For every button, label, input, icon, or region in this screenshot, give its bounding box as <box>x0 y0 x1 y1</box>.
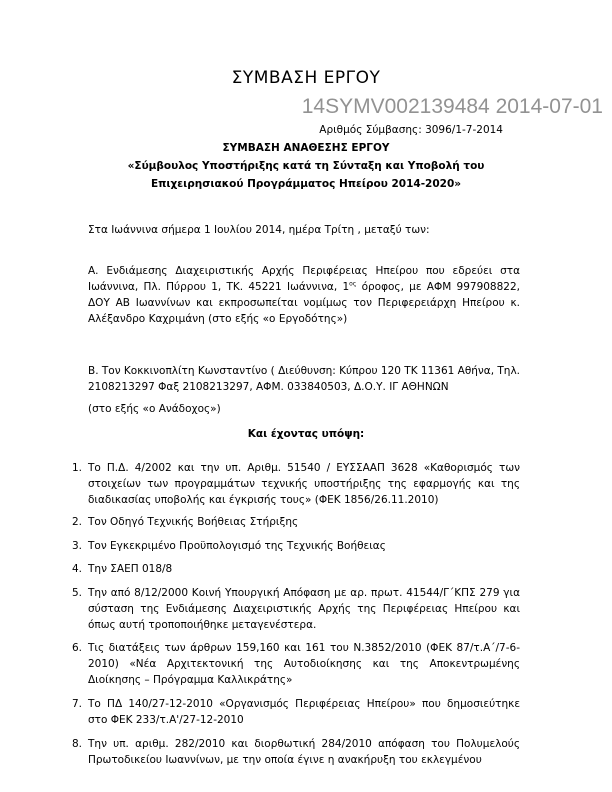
item-text: Το ΠΔ 140/27-12-2010 «Οργανισμός Περιφέρειας Ηπείρου» που δημοσιεύτηκε στο ΦΕΚ 233/τ.Α'/27-12-2010 <box>88 698 520 726</box>
party-a-text-cont: όροφος, με ΑΦΜ 997908822, ΔΟΥ ΑΒ Ιωαννίνων και εκπροσωπείται νομίμως τον Περιφερειάρχη Ηπείρου κ. Αλέξανδρο Καχριμάνη (στο εξής «ο Εργοδότης») <box>88 281 520 325</box>
contract-number: Αριθμός Σύμβασης: 3096/1-7-2014 <box>319 124 503 136</box>
considering-heading: Και έχοντας υπόψη: <box>247 428 365 440</box>
watermark-stamp: 14SYMV002139484 2014-07-01 <box>301 95 603 118</box>
list-item <box>72 736 520 768</box>
item-number: 7. <box>72 698 83 710</box>
item-text: Το Π.Δ. 4/2002 και την υπ. Αριθμ. 51540 / ΕΥΣΣΑΑΠ 3628 «Καθορισμός των στοιχείων των προγραμμάτων τεχνικής υποστήριξης της εφαρμογής και της διαδικασίας υποβολής και έγκρισής τους» (ΦΕΚ 1856/26.11.2010) <box>88 462 520 506</box>
item-text: Τον Οδηγό Τεχνικής Βοήθειας Στήριξης <box>88 516 299 528</box>
contract-heading: ΣΥΜΒΑΣΗ ΑΝΑΘΕΣΗΣ ΕΡΓΟΥ <box>222 142 390 154</box>
item-text: Τον Εγκεκριμένο Προϋπολογισμό της Τεχνικής Βοήθειας <box>88 540 386 552</box>
item-text: Την από 8/12/2000 Κοινή Υπουργική Απόφαση με αρ. πρωτ. 41544/Γ΄ΚΠΣ 279 για σύσταση της Ενδιάμεσης Διαχειριστικής Αρχής της Περιφέρειας Ηπείρου και όπως αυτή τροποποιήθηκε μεταγενέστερα. <box>88 587 520 631</box>
party-b-alias: (στο εξής «ο Ανάδοχος») <box>88 403 221 415</box>
party-b-paragraph: Β. Τον Κοκκινοπλίτη Κωνσταντίνο ( Διεύθυνση: Κύπρου 120 ΤΚ 11361 Αθήνα, Τηλ. 2108213297 Φαξ 2108213297, ΑΦΜ. 033840503, Δ.Ο.Υ. ΙΓ ΑΘΗΝΩΝ <box>88 365 521 393</box>
subject-line-1: «Σύμβουλος Υποστήριξης κατά τη Σύνταξη και Υποβολή του <box>127 160 485 172</box>
item-text: Την υπ. αριθμ. 282/2010 και διορθωτική 284/2010 απόφαση του Πολυμελούς Πρωτοδικείου Ιωαννίνων, με την οποία έγινε η ανακήρυξη του εκλεγμένου <box>88 738 520 766</box>
item-number: 2. <box>72 516 83 528</box>
list-item <box>72 696 520 728</box>
list-item <box>72 585 520 633</box>
list-item <box>72 514 520 530</box>
intro-paragraph: Στα Ιωάννινα σήμερα 1 Ιουλίου 2014, ημέρα Τρίτη , μεταξύ των: <box>88 224 430 236</box>
list-item <box>72 538 520 554</box>
item-number: 1. <box>72 462 83 474</box>
list-item <box>72 460 520 508</box>
document-title: ΣΥΜΒΑΣΗ ΕΡΓΟΥ <box>231 68 381 88</box>
item-number: 8. <box>72 738 83 750</box>
item-text: Τις διατάξεις των άρθρων 159,160 και 161 του Ν.3852/2010 (ΦΕΚ 87/τ.Α΄/7-6-2010) «Νέα Αρχιτεκτονική της Αυτοδιοίκησης και της Αποκεντρωμένης Διοίκησης – Πρόγραμμα Καλλικράτης» <box>88 642 520 686</box>
item-number: 5. <box>72 587 83 599</box>
ordinal-suffix: ος <box>349 280 357 288</box>
party-a-text: Α. Ενδιάμεσης Διαχειριστικής Αρχής Περιφέρειας Ηπείρου που εδρεύει στα Ιωάννινα, Πλ. Πύρρου 1, ΤΚ. 45221 Ιωάννινα, 1 <box>88 265 520 293</box>
item-number: 3. <box>72 540 83 552</box>
item-number: 4. <box>72 563 83 575</box>
subject-line-2: Επιχειρησιακού Προγράμματος Ηπείρου 2014-2020» <box>150 178 462 190</box>
party-a-paragraph <box>88 263 520 327</box>
list-item <box>72 640 520 688</box>
item-number: 6. <box>72 642 83 654</box>
list-item <box>72 561 520 577</box>
item-text: Την ΣΑΕΠ 018/8 <box>88 563 173 575</box>
